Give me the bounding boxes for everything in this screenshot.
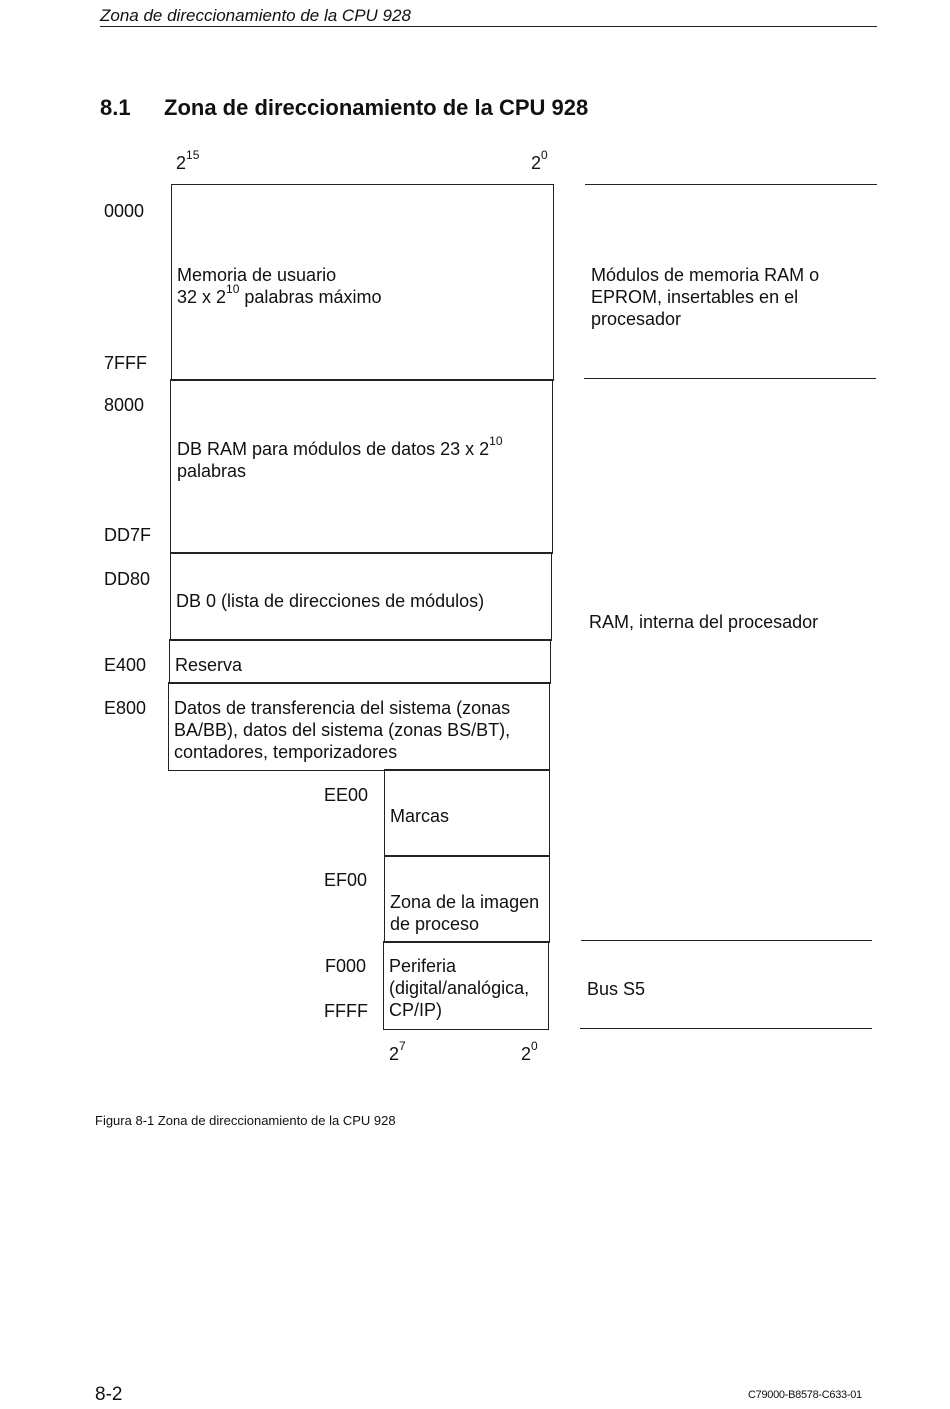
address-label: E800: [104, 698, 147, 718]
figure-caption: Figura 8-1 Zona de direccionamiento de la CPU 928: [95, 1113, 396, 1128]
modules-annotation-1: Módulos de memoria RAM o: [591, 265, 820, 285]
process-image-label-1: Zona de la imagen: [390, 892, 540, 912]
user-memory-label: Memoria de usuario: [177, 265, 337, 285]
annotation-rule: [581, 940, 872, 941]
address-label: E400: [104, 655, 147, 675]
bit-label-bottom-high: $2^7$: [389, 1039, 406, 1064]
annotation-rule: [585, 184, 877, 185]
address-label: F000: [324, 956, 366, 976]
running-header-title: Zona de direccionamiento de la CPU 928: [100, 6, 411, 25]
header-rule: [100, 26, 877, 27]
system-data-label-2: BA/BB), datos del sistema (zonas BS/BT),: [174, 720, 511, 740]
process-image-label-2: de proceso: [390, 914, 480, 934]
user-memory-size: 32 x $2^{10}$ palabras máximo: [177, 282, 382, 307]
address-label: EF00: [324, 870, 368, 890]
periphery-label-2: (digital/analógica,: [389, 978, 530, 998]
bit-label-top-low: $2^0$: [531, 148, 548, 173]
reserve-label: Reserva: [175, 655, 243, 675]
db-ram-label: DB RAM para módulos de datos 23 x $2^{10}$: [177, 434, 503, 459]
address-label: DD7F: [104, 525, 152, 545]
page-number: 8-2: [95, 1384, 123, 1405]
db0-label: DB 0 (lista de direcciones de módulos): [176, 591, 485, 611]
address-label: FFFF: [324, 1001, 368, 1021]
annotation-rule: [580, 1028, 872, 1029]
periphery-label-1: Periferia: [389, 956, 457, 976]
system-data-label-1: Datos de transferencia del sistema (zonas: [174, 698, 511, 718]
section-title: Zona de direccionamiento de la CPU 928: [164, 95, 589, 120]
section-number: 8.1: [100, 95, 131, 120]
document-code: C79000-B8578-C633-01: [748, 1389, 862, 1401]
marks-label: Marcas: [390, 806, 450, 826]
address-label: 0000: [104, 201, 145, 221]
internal-ram-annotation: RAM, interna del procesador: [589, 612, 819, 632]
db-ram-label-cont: palabras: [177, 461, 247, 481]
system-data-label-3: contadores, temporizadores: [174, 742, 398, 762]
address-label: EE00: [324, 785, 369, 805]
periphery-label-3: CP/IP): [389, 1000, 443, 1020]
address-label: 8000: [104, 395, 145, 415]
address-label: 7FFF: [104, 353, 147, 373]
bus-annotation: Bus S5: [587, 979, 646, 999]
address-label: DD80: [104, 569, 151, 589]
modules-annotation-2: EPROM, insertables en el: [591, 287, 799, 307]
bit-label-bottom-low: $2^0$: [521, 1039, 538, 1064]
annotation-rule: [584, 378, 876, 379]
modules-annotation-3: procesador: [591, 309, 682, 329]
bit-label-top-high: $2^{15}$: [176, 148, 200, 173]
